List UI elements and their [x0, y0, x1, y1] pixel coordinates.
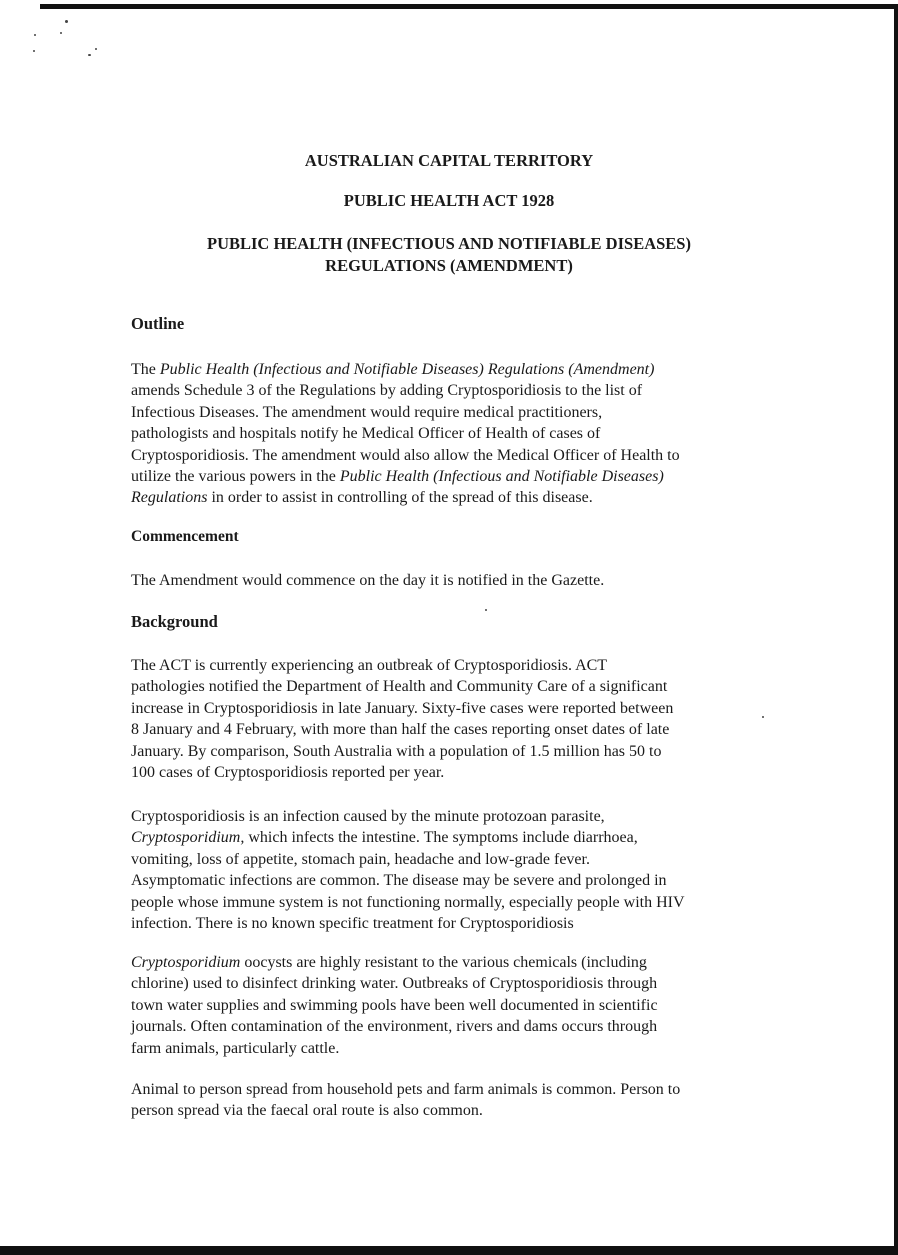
text-line: vomiting, loss of appetite, stomach pain, headache and low-grade fever. — [131, 850, 590, 868]
scan-speck — [485, 609, 487, 611]
scan-speck — [762, 716, 764, 718]
text-line: utilize the various powers in the Public Health (Infectious and Notifiable Diseases) — [131, 468, 664, 486]
text-line: pathologies notified the Department of Health and Community Care of a significant — [131, 678, 668, 696]
background-paragraph-4 — [131, 1079, 756, 1122]
background-paragraph-3 — [131, 952, 756, 1059]
document-subtitle-line-1: PUBLIC HEALTH (INFECTIOUS AND NOTIFIABLE DISEASES) — [207, 234, 691, 253]
text-line: increase in Cryptosporidiosis in late January. Sixty-five cases were reported between — [131, 699, 674, 717]
scan-border-bottom — [0, 1246, 898, 1255]
text-line: Animal to person spread from household pets and farm animals is common. Person to — [131, 1081, 681, 1098]
italic-title: Cryptosporidium — [131, 954, 241, 971]
text-line: Cryptosporidium, which infects the intestine. The symptoms include diarrhoea, — [131, 829, 638, 847]
text-line: Cryptosporidiosis. The amendment would also allow the Medical Officer of Health to — [131, 446, 680, 464]
italic-title: Regulations — [131, 489, 208, 507]
document-title-line-2: PUBLIC HEALTH ACT 1928 — [343, 191, 555, 210]
text-line: people whose immune system is not functioning normally, especially people with HIV — [131, 893, 685, 911]
text-line: Cryptosporidiosis is an infection caused by the minute protozoan parasite, — [131, 808, 605, 825]
text-line: 8 January and 4 February, with more than half the cases reporting onset dates of late — [131, 721, 670, 739]
scan-speck — [60, 32, 62, 34]
scan-speck — [34, 34, 36, 36]
scan-border-top — [40, 4, 898, 9]
text-line: infection. There is no known specific treatment for Cryptosporidiosis — [131, 915, 574, 933]
text-line: Infectious Diseases. The amendment would require medical practitioners, — [131, 403, 603, 421]
background-heading: Background — [131, 612, 218, 631]
background-paragraph-2 — [131, 806, 756, 934]
text-line: The ACT is currently experiencing an outbreak of Cryptosporidiosis. ACT — [131, 657, 608, 674]
outline-paragraph — [131, 359, 756, 509]
scan-speck — [65, 20, 68, 23]
text-line: The Amendment would commence on the day it is notified in the Gazette. — [131, 572, 605, 589]
italic-title: Cryptosporidium, — [131, 829, 245, 847]
text-line: pathologists and hospitals notify he Medical Officer of Health of cases of — [131, 425, 601, 443]
scan-speck — [88, 54, 91, 56]
text-line: chlorine) used to disinfect drinking water. Outbreaks of Cryptosporidiosis through — [131, 975, 658, 993]
italic-title: Public Health (Infectious and Notifiable Diseases) — [339, 468, 664, 486]
scan-speck — [95, 48, 97, 50]
scan-speck — [33, 50, 35, 52]
text-line: Asymptomatic infections are common. The disease may be severe and prolonged in — [131, 872, 667, 890]
text-line: The Public Health (Infectious and Notifiable Diseases) Regulations (Amendment) — [131, 361, 655, 378]
text-line: Cryptosporidium oocysts are highly resistant to the various chemicals (including — [131, 954, 647, 971]
text-line: Regulations in order to assist in controlling of the spread of this disease. — [131, 489, 593, 507]
text-line: farm animals, particularly cattle. — [131, 1039, 340, 1057]
text-line: January. By comparison, South Australia with a population of 1.5 million has 50 to — [131, 742, 662, 760]
text-line: 100 cases of Cryptosporidiosis reported per year. — [131, 764, 445, 782]
italic-title: Public Health (Infectious and Notifiable Diseases) Regulations (Amendment) — [159, 361, 655, 378]
text-line: journals. Often contamination of the environment, rivers and dams occurs through — [131, 1018, 658, 1036]
document-title-line-1: AUSTRALIAN CAPITAL TERRITORY — [304, 151, 594, 170]
text-line: amends Schedule 3 of the Regulations by adding Cryptosporidiosis to the list of — [131, 382, 643, 400]
commencement-paragraph — [131, 570, 756, 591]
background-paragraph-1 — [131, 655, 756, 783]
document-subtitle-line-2: REGULATIONS (AMENDMENT) — [325, 256, 573, 275]
outline-heading: Outline — [131, 314, 185, 333]
text-line: person spread via the faecal oral route is also common. — [131, 1102, 483, 1120]
text-line: town water supplies and swimming pools have been well documented in scientific — [131, 996, 658, 1014]
commencement-heading: Commencement — [131, 528, 239, 545]
